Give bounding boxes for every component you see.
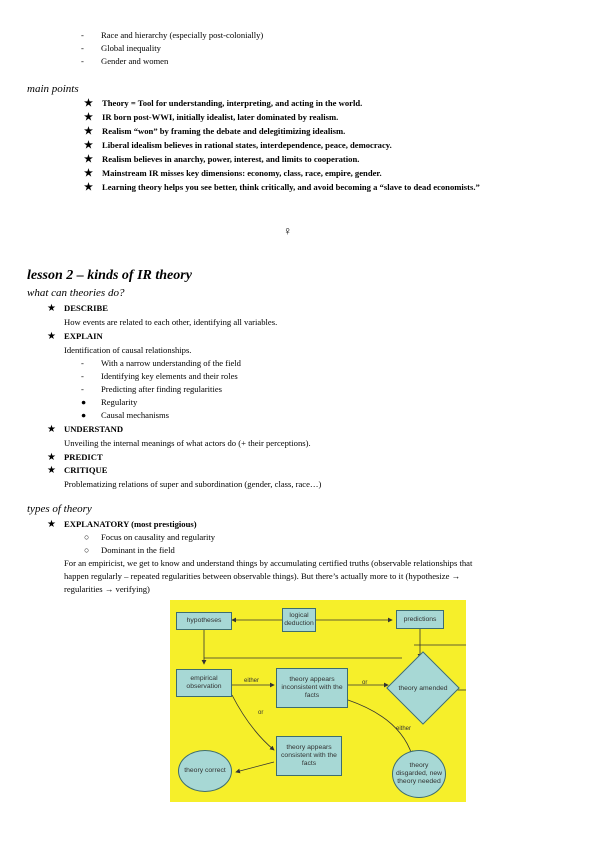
star-icon: ★ <box>47 303 56 314</box>
list-item: Dominant in the field <box>101 545 175 555</box>
types-list <box>0 519 600 599</box>
critique-text: Problematizing relations of super and subordination (gender, class, race…) <box>64 479 322 489</box>
star-icon: ★ <box>47 424 56 435</box>
list-item: Theory = Tool for understanding, interpreting, and acting in the world. <box>102 98 363 108</box>
star-icon: ★ <box>84 154 93 165</box>
describe-label: DESCRIBE <box>64 303 108 313</box>
list-item: Regularity <box>101 397 138 407</box>
separator-glyph: ♀ <box>283 224 292 238</box>
explain-text: Identification of causal relationships. <box>64 345 192 355</box>
list-item: Realism “won” by framing the debate and delegitimizing idealism. <box>102 126 346 136</box>
critique-label: CRITIQUE <box>64 465 108 475</box>
paragraph-line: happen regularly – repeated regularities between observable things). But there’s actually more to it (hypothesize → <box>64 571 461 581</box>
consistent-box: theory appears consistent with the facts <box>276 736 342 776</box>
predict-label: PREDICT <box>64 452 103 462</box>
list-item: Liberal idealism believes in rational states, interdependence, peace, democracy. <box>102 140 392 150</box>
discarded-circle: theory disgarded, new theory needed <box>392 750 446 798</box>
inconsistent-box: theory appears inconsistent with the facts <box>276 668 348 708</box>
list-item: Predicting after finding regularities <box>101 384 222 394</box>
list-item: Race and hierarchy (especially post-colonially) <box>101 30 264 40</box>
empirical-observation-box: empirical observation <box>176 669 232 697</box>
amended-label: theory amended <box>398 685 448 692</box>
paragraph-line: regularities → verifying) <box>64 584 150 594</box>
main-points-heading: main points <box>27 83 79 95</box>
star-icon: ★ <box>47 465 56 476</box>
star-icon: ★ <box>84 140 93 151</box>
either-label: either <box>244 678 260 684</box>
list-item: With a narrow understanding of the field <box>101 358 241 368</box>
circle-bullet-icon: ○ <box>84 532 90 542</box>
bullet-icon: ● <box>81 410 87 420</box>
star-icon: ★ <box>84 112 93 123</box>
list-item: Causal mechanisms <box>101 410 170 420</box>
paragraph-line: For an empiricist, we get to know and understand things by accumulating certified truths (observable relationships that <box>64 558 473 568</box>
describe-text: How events are related to each other, identifying all variables. <box>64 317 278 327</box>
list-item: Global inequality <box>101 43 161 53</box>
scientific-method-diagram <box>170 600 466 802</box>
star-icon: ★ <box>47 331 56 342</box>
list-item: Realism believes in anarchy, power, interest, and limits to cooperation. <box>102 154 360 164</box>
star-icon: ★ <box>84 126 93 137</box>
understand-text: Unveiling the internal meanings of what actors do (+ their perceptions). <box>64 438 311 448</box>
list-item: Identifying key elements and their roles <box>101 371 238 381</box>
what-heading: what can theories do? <box>27 287 125 299</box>
hypotheses-box: hypotheses <box>176 612 232 630</box>
bullet-icon: ● <box>81 397 87 407</box>
star-icon: ★ <box>47 452 56 463</box>
star-icon: ★ <box>84 168 93 179</box>
lesson-title: lesson 2 – kinds of IR theory <box>27 268 192 283</box>
list-item: Learning theory helps you see better, think critically, and avoid becoming a “slave to dead economists.” <box>102 182 480 192</box>
predictions-box: predictions <box>396 610 444 629</box>
logical-deduction-box: logical deduction <box>282 608 316 632</box>
or-label: or <box>362 680 368 686</box>
or-label: or <box>258 710 264 716</box>
explanatory-label: EXPLANATORY (most prestigious) <box>64 519 197 529</box>
explain-label: EXPLAIN <box>64 331 103 341</box>
correct-circle: theory correct <box>178 750 232 792</box>
types-heading: types of theory <box>27 503 92 515</box>
list-item: IR born post-WWI, initially idealist, later dominated by realism. <box>102 112 339 122</box>
star-icon: ★ <box>84 182 93 193</box>
list-item: Mainstream IR misses key dimensions: economy, class, race, empire, gender. <box>102 168 382 178</box>
either-label: either <box>396 726 412 732</box>
understand-label: UNDERSTAND <box>64 424 124 434</box>
list-item: Focus on causality and regularity <box>101 532 216 542</box>
what-list: ★ DESCRIBE How events are related to each other, identifying all variables. ★ EXPLAIN Identification of causal relationships. - With a narrow understanding of the field - Identifying key elements and their roles - Predicting after finding regularities ● Regularity ● Causal mechanisms ★ UNDERSTAND Unveiling the internal meanings of what actors do (+ their perceptions). ★ PREDICT ★ CRITIQUE Problematizing relations of super and subordination (gender, class, race…) <box>47 303 322 489</box>
star-icon: ★ <box>47 519 56 530</box>
star-icon: ★ <box>84 98 93 109</box>
circle-bullet-icon: ○ <box>84 545 90 555</box>
list-item: Gender and women <box>101 56 169 66</box>
